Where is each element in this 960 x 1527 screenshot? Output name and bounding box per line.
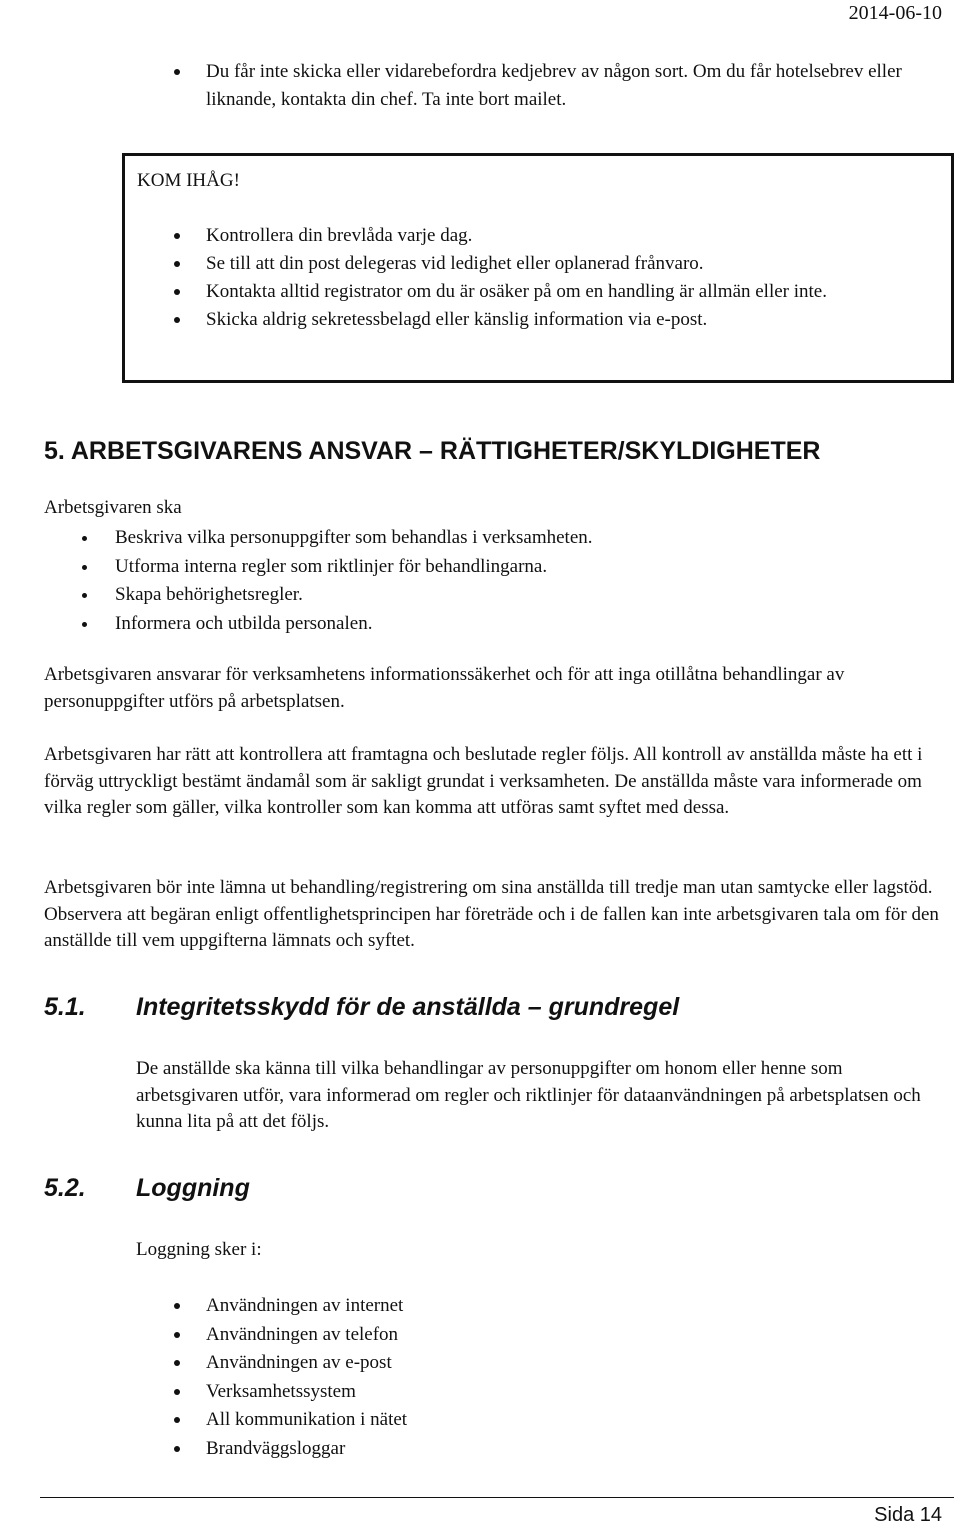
- employer-duties-list: [115, 524, 815, 638]
- list-item: [206, 1406, 706, 1435]
- bullet-icon: [82, 593, 87, 598]
- list-item-text: Informera och utbilda personalen.: [115, 612, 373, 634]
- list-item: [115, 524, 815, 553]
- list-item: [206, 1321, 706, 1350]
- bullet-icon: [174, 1446, 180, 1452]
- list-item-text: Användningen av e-post: [206, 1352, 392, 1373]
- bullet-icon: [174, 317, 180, 323]
- list-item-text: Beskriva vilka personuppgifter som behandlas i verksamheten.: [115, 527, 593, 548]
- section-5-2-title: Loggning: [136, 1174, 250, 1202]
- list-item-text: Verksamhetssystem: [206, 1380, 356, 1402]
- list-item-text: All kommunikation i nätet: [206, 1409, 408, 1430]
- list-item-text: Skapa behörighetsregler.: [115, 584, 303, 605]
- list-item-text: Brandväggsloggar: [206, 1437, 346, 1459]
- reminder-list: [206, 222, 926, 334]
- top-bullet-list: [206, 58, 906, 114]
- list-item: [206, 1378, 706, 1407]
- bullet-icon: [174, 1332, 180, 1338]
- list-item: [206, 1349, 706, 1378]
- section-5-1-body: De anställde ska känna till vilka behandlingar av personuppgifter om honom eller henne som arbetsgivaren utför, vara informerad om regler och riktlinjer för dataanvändningen på arbetsplatsen och kunna lita på att det följs.: [136, 1058, 921, 1132]
- footer-divider: [40, 1497, 954, 1498]
- list-item: [206, 222, 926, 250]
- bullet-icon: [82, 565, 87, 570]
- list-item: [206, 1435, 706, 1464]
- section-5-heading: 5. ARBETSGIVARENS ANSVAR – RÄTTIGHETER/SKYLDIGHETER: [44, 437, 821, 465]
- list-item: [206, 58, 906, 114]
- list-item-text: Användningen av internet: [206, 1295, 404, 1316]
- page-number: Sida 14: [874, 1504, 942, 1526]
- list-item-text: Kontakta alltid registrator om du är osäker på om en handling är allmän eller inte.: [206, 281, 827, 302]
- list-item: [115, 553, 815, 582]
- reminder-title: KOM IHÅG!: [137, 170, 240, 191]
- section-5-2-intro: Loggning sker i:: [136, 1239, 262, 1260]
- bullet-icon: [174, 1360, 180, 1366]
- list-item-text: Du får inte skicka eller vidarebefordra kedjebrev av någon sort. Om du får hotelsebrev eller liknande, kontakta din chef. Ta inte bort mailet.: [206, 61, 902, 110]
- list-item-text: Användningen av telefon: [206, 1323, 399, 1345]
- bullet-icon: [174, 261, 180, 267]
- list-item-text: Kontrollera din brevlåda varje dag.: [206, 225, 473, 246]
- bullet-icon: [174, 233, 180, 239]
- list-item-text: Se till att din post delegeras vid ledighet eller oplanerad frånvaro.: [206, 253, 704, 274]
- bullet-icon: [174, 1303, 180, 1309]
- bullet-icon: [174, 69, 180, 75]
- list-item: [206, 250, 926, 278]
- list-item: [206, 1292, 706, 1321]
- list-item: [115, 610, 815, 639]
- list-item: [115, 581, 815, 610]
- section-5-intro: Arbetsgivaren ska: [44, 497, 182, 518]
- list-item: [206, 306, 926, 334]
- bullet-icon: [82, 536, 87, 541]
- list-item-text: Utforma interna regler som riktlinjer för behandlingarna.: [115, 555, 548, 577]
- section-5-1-title: Integritetsskydd för de anställda – grundregel: [136, 993, 680, 1021]
- section-5-paragraph: Arbetsgivaren bör inte lämna ut behandling/registrering om sina anställda till tredje man utan samtycke eller lagstöd. Observera att begäran enligt offentlighetsprincipen har företräde och i de fallen kan inte arbetsgivaren tala om för den anställde till vem uppgifterna lämnats och syftet.: [44, 877, 939, 951]
- logging-list: [206, 1292, 706, 1463]
- section-5-1-number: 5.1.: [44, 993, 86, 1021]
- header-date: 2014-06-10: [848, 2, 942, 24]
- bullet-icon: [174, 1417, 180, 1423]
- list-item: [206, 278, 926, 306]
- section-5-paragraph: Arbetsgivaren har rätt att kontrollera att framtagna och beslutade regler följs. All kontroll av anställda måste ha ett i förväg uttryckligt bestämt ändamål som är sakligt grundat i verksamheten. De anställda måste vara informerade om vilka regler som gäller, vilka kontroller som kan komma att utföras samt syftet med dessa.: [44, 744, 923, 818]
- list-item-text: Skicka aldrig sekretessbelagd eller känslig information via e-post.: [206, 309, 708, 330]
- section-5-2-number: 5.2.: [44, 1174, 86, 1202]
- bullet-icon: [174, 1389, 180, 1395]
- bullet-icon: [174, 289, 180, 295]
- bullet-icon: [82, 622, 87, 627]
- section-5-paragraph: Arbetsgivaren ansvarar för verksamhetens informationssäkerhet och för att inga otillåtna behandlingar av personuppgifter utförs på arbetsplatsen.: [44, 664, 845, 712]
